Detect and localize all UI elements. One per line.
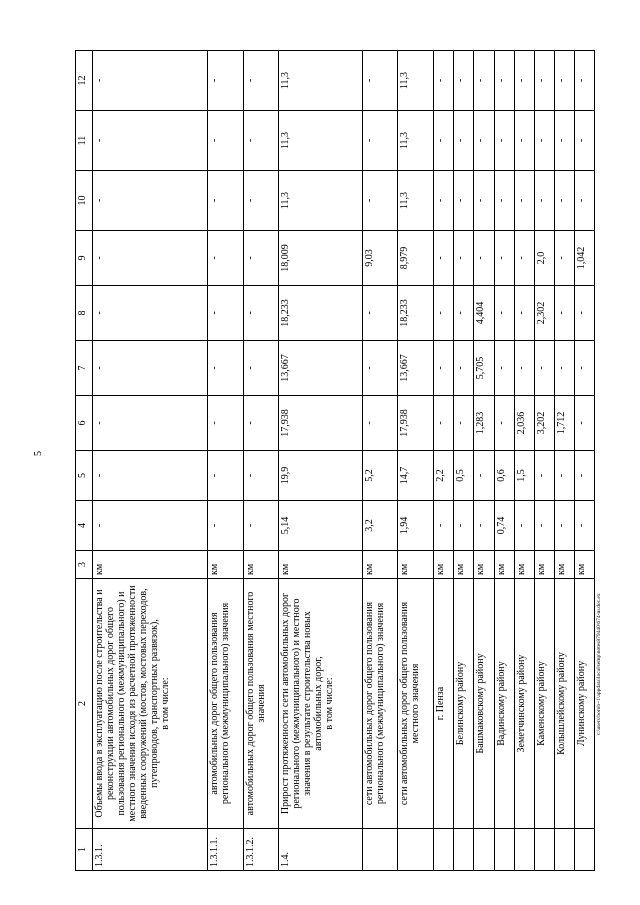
value-cell: - [574, 451, 594, 501]
value-cell: 11,3 [398, 111, 434, 171]
row-name-text: Башмаковскому району [475, 653, 487, 754]
value-cell: - [207, 341, 243, 396]
table-row [207, 51, 243, 871]
value-cell: 8,979 [398, 231, 434, 286]
table-row [574, 51, 594, 871]
row-number [362, 829, 398, 871]
value-cell: - [454, 231, 474, 286]
table-row [534, 51, 554, 871]
value-cell: - [454, 171, 474, 231]
row-name-text: Объемы ввода в эксплуатацию после строительства и реконструкции автомобильных дорог общего пользования регионального (межмуниципального) и местного значения исходя из расчетной протяженности введенных сооружений (мостов, мостовых переходов, путепроводов, транспортных развязок), [94, 585, 160, 822]
row-number [494, 829, 514, 871]
value-cell: - [514, 501, 534, 551]
value-cell: - [243, 451, 279, 501]
value-cell: - [243, 286, 279, 341]
value-cell: - [207, 51, 243, 111]
row-number [554, 829, 574, 871]
value-cell: - [474, 171, 494, 231]
value-cell: - [534, 501, 554, 551]
row-name [454, 579, 474, 829]
value-cell: - [207, 501, 243, 551]
row-unit: км [534, 551, 554, 579]
value-cell: - [554, 51, 574, 111]
value-cell: 18,233 [279, 286, 362, 341]
row-name-text: автомобильных дорог общего пользования регионального (межмуниципального) значения [208, 602, 231, 805]
row-name-text: Колышлейскому району [555, 652, 567, 755]
value-cell: - [434, 341, 454, 396]
row-unit: км [207, 551, 243, 579]
value-cell: - [454, 51, 474, 111]
row-name-text: г. Пенза [435, 686, 447, 721]
value-cell: - [434, 171, 454, 231]
value-cell: - [574, 111, 594, 171]
row-number [534, 829, 554, 871]
row-name-text: сети автомобильных дорог общего пользования местного значения [399, 601, 422, 806]
value-cell: - [362, 51, 398, 111]
row-unit: км [243, 551, 279, 579]
row-name [243, 579, 279, 829]
row-name [474, 579, 494, 829]
value-cell: - [362, 286, 398, 341]
value-cell: 18,009 [279, 231, 362, 286]
row-unit: км [93, 551, 208, 579]
value-cell: - [454, 501, 474, 551]
value-cell: - [494, 171, 514, 231]
row-unit: км [574, 551, 594, 579]
value-cell: 11,3 [398, 51, 434, 111]
table-row [279, 51, 362, 871]
value-cell: 3,202 [534, 396, 554, 451]
value-cell: - [362, 396, 398, 451]
value-cell: - [554, 231, 574, 286]
value-cell: - [474, 231, 494, 286]
value-cell: - [514, 341, 534, 396]
header-cell: 5 [76, 451, 93, 501]
row-name-text: Каменскому району [535, 661, 547, 746]
value-cell: 0,6 [494, 451, 514, 501]
row-name-subtitle: в том числе: [160, 677, 171, 730]
value-cell: - [243, 171, 279, 231]
row-number [454, 829, 474, 871]
value-cell: - [93, 451, 208, 501]
value-cell: - [362, 341, 398, 396]
value-cell: - [554, 341, 574, 396]
value-cell: - [434, 501, 454, 551]
row-number: 1.3.1. [93, 829, 208, 871]
value-cell: - [514, 231, 534, 286]
value-cell: - [93, 501, 208, 551]
value-cell: - [243, 501, 279, 551]
value-cell: - [574, 501, 594, 551]
row-unit: км [398, 551, 434, 579]
value-cell: 0,74 [494, 501, 514, 551]
value-cell: 2,0 [534, 231, 554, 286]
table-row [554, 51, 574, 871]
data-table [75, 50, 595, 871]
value-cell: - [454, 286, 474, 341]
header-cell: 9 [76, 231, 93, 286]
value-cell: - [93, 51, 208, 111]
value-cell: - [534, 111, 554, 171]
row-unit: км [434, 551, 454, 579]
page-number: 5 [33, 451, 44, 456]
row-name-text: Прирост протяженности сети автомобильных дорог регионального (межмуниципального) и местного значения в результате строительства новых автомобильных дорог, [280, 592, 325, 815]
row-unit: км [474, 551, 494, 579]
value-cell: - [93, 286, 208, 341]
value-cell: 5,2 [362, 451, 398, 501]
value-cell: - [434, 396, 454, 451]
row-number [574, 829, 594, 871]
value-cell: - [574, 396, 594, 451]
row-unit: км [279, 551, 362, 579]
row-unit: км [454, 551, 474, 579]
value-cell: - [554, 286, 574, 341]
value-cell: - [207, 171, 243, 231]
value-cell: - [243, 396, 279, 451]
value-cell: - [207, 286, 243, 341]
value-cell: - [207, 451, 243, 501]
value-cell: - [514, 286, 534, 341]
value-cell: - [494, 111, 514, 171]
value-cell: - [434, 286, 454, 341]
value-cell: - [434, 111, 454, 171]
value-cell: - [574, 171, 594, 231]
header-cell: 7 [76, 341, 93, 396]
value-cell: 11,3 [279, 51, 362, 111]
value-cell: - [454, 396, 474, 451]
value-cell: - [454, 111, 474, 171]
header-cell: 12 [76, 51, 93, 111]
value-cell: - [474, 501, 494, 551]
value-cell: - [574, 51, 594, 111]
value-cell: - [434, 231, 454, 286]
value-cell: - [243, 51, 279, 111]
row-name [534, 579, 554, 829]
value-cell: - [474, 51, 494, 111]
value-cell: - [494, 396, 514, 451]
value-cell: - [534, 341, 554, 396]
row-name-text: сети автомобильных дорог общего пользования регионального (межмуниципального) значения [363, 601, 386, 806]
header-cell: 11 [76, 111, 93, 171]
rotated-table-container [75, 51, 595, 871]
row-name-text: автомобильных дорог общего пользования местного значения [244, 591, 267, 816]
value-cell: - [454, 341, 474, 396]
value-cell: - [554, 451, 574, 501]
row-unit: км [554, 551, 574, 579]
row-number: 1.3.1.2. [243, 829, 279, 871]
value-cell: - [362, 111, 398, 171]
value-cell: 18,233 [398, 286, 434, 341]
row-name-text: Вадинскому району [495, 661, 507, 746]
value-cell: - [574, 341, 594, 396]
row-name [362, 579, 398, 829]
value-cell: - [514, 51, 534, 111]
value-cell: - [494, 286, 514, 341]
row-name [398, 579, 434, 829]
header-cell: 3 [76, 551, 93, 579]
value-cell: 0,5 [454, 451, 474, 501]
row-unit: км [494, 551, 514, 579]
value-cell: - [514, 171, 534, 231]
row-name-text: Лунинскому району [575, 660, 587, 747]
row-number [514, 829, 534, 871]
value-cell: - [207, 111, 243, 171]
header-cell: 10 [76, 171, 93, 231]
value-cell: - [494, 231, 514, 286]
header-cell: 6 [76, 396, 93, 451]
value-cell: - [93, 341, 208, 396]
table-row [362, 51, 398, 871]
value-cell: - [494, 341, 514, 396]
row-name-subtitle: в том числе: [324, 677, 336, 730]
value-cell: 17,938 [279, 396, 362, 451]
value-cell: 1,042 [574, 231, 594, 286]
header-row [76, 51, 93, 871]
footer-file-path: c:\users\borob~1\appdata\local\temp\notes879440\674-ш.doc.ex [596, 593, 602, 735]
table-row [398, 51, 434, 871]
value-cell: - [243, 341, 279, 396]
value-cell: - [514, 111, 534, 171]
row-name-text: Белинскому району [455, 661, 467, 746]
value-cell: 9,03 [362, 231, 398, 286]
value-cell: 1,5 [514, 451, 534, 501]
value-cell: - [494, 51, 514, 111]
row-name [207, 579, 243, 829]
value-cell: 2,302 [534, 286, 554, 341]
value-cell: 11,3 [279, 171, 362, 231]
row-name [279, 579, 362, 829]
value-cell: 2,2 [434, 451, 454, 501]
header-cell: 2 [76, 579, 93, 829]
row-number: 1.3.1.1. [207, 829, 243, 871]
value-cell: - [534, 451, 554, 501]
header-cell: 4 [76, 501, 93, 551]
value-cell: 3,2 [362, 501, 398, 551]
value-cell: - [93, 231, 208, 286]
value-cell: - [534, 171, 554, 231]
row-name [434, 579, 454, 829]
value-cell: - [243, 111, 279, 171]
value-cell: 11,3 [398, 171, 434, 231]
row-number: 1.4. [279, 829, 362, 871]
table-row [474, 51, 494, 871]
row-unit: км [362, 551, 398, 579]
row-number [474, 829, 494, 871]
value-cell: - [554, 111, 574, 171]
value-cell: - [207, 396, 243, 451]
value-cell: - [207, 231, 243, 286]
value-cell: - [474, 451, 494, 501]
value-cell: 5,705 [474, 341, 494, 396]
row-number [434, 829, 454, 871]
value-cell: - [574, 286, 594, 341]
table-body [76, 51, 595, 871]
value-cell: 13,667 [279, 341, 362, 396]
row-name [93, 579, 208, 829]
table-row [243, 51, 279, 871]
value-cell: 17,938 [398, 396, 434, 451]
table-row [434, 51, 454, 871]
value-cell: - [534, 51, 554, 111]
value-cell: - [434, 51, 454, 111]
value-cell: 1,712 [554, 396, 574, 451]
value-cell: 1,283 [474, 396, 494, 451]
value-cell: - [554, 501, 574, 551]
header-cell: 1 [76, 829, 93, 871]
row-name [554, 579, 574, 829]
header-cell: 8 [76, 286, 93, 341]
value-cell: 14,7 [398, 451, 434, 501]
row-unit: км [514, 551, 534, 579]
row-name [574, 579, 594, 829]
table-row [494, 51, 514, 871]
value-cell: 4,404 [474, 286, 494, 341]
table-row [454, 51, 474, 871]
value-cell: 13,667 [398, 341, 434, 396]
row-name [494, 579, 514, 829]
value-cell: - [243, 231, 279, 286]
row-name [514, 579, 534, 829]
value-cell: - [474, 111, 494, 171]
value-cell: 2,036 [514, 396, 534, 451]
value-cell: 1,94 [398, 501, 434, 551]
value-cell: 19,9 [279, 451, 362, 501]
value-cell: - [93, 111, 208, 171]
value-cell: - [93, 396, 208, 451]
row-name-text: Земетчинскому району [515, 654, 527, 753]
table-row [514, 51, 534, 871]
row-number [398, 829, 434, 871]
value-cell: - [93, 171, 208, 231]
table-row [93, 51, 208, 871]
value-cell: - [362, 171, 398, 231]
value-cell: 5,14 [279, 501, 362, 551]
value-cell: - [554, 171, 574, 231]
value-cell: 11,3 [279, 111, 362, 171]
